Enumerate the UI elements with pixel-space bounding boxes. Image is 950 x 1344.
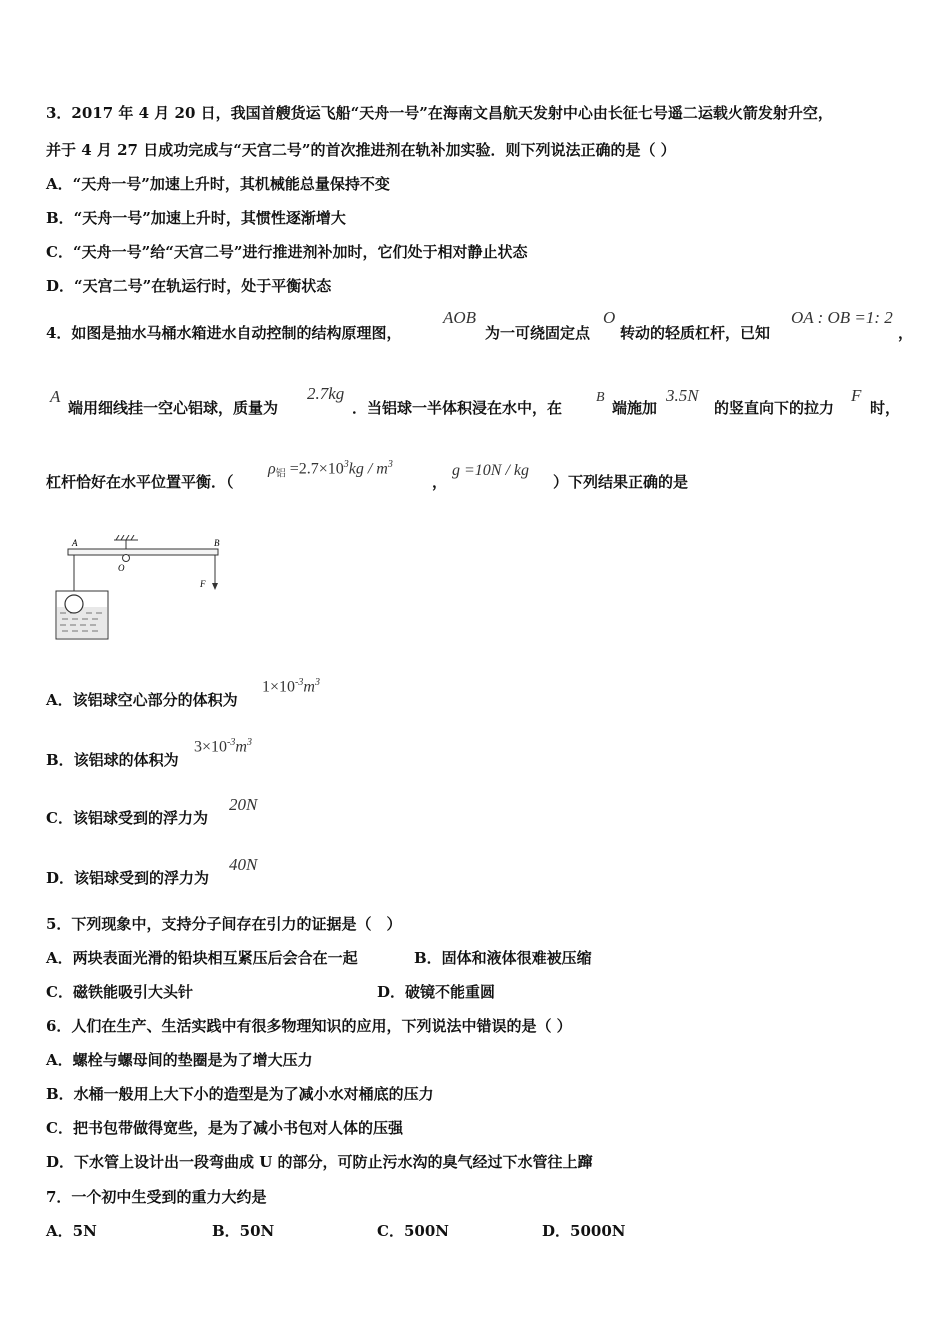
q4-text-9: 时，	[870, 399, 901, 417]
q3-option-d: D．“天宫二号”在轨运行时，处于平衡状态	[46, 277, 332, 295]
q5-option-c: C．磁铁能吸引大头针	[46, 983, 193, 1001]
q4-option-d-math: 40N	[229, 855, 258, 874]
q6-option-b: B．水桶一般用上大下小的造型是为了减小水对桶底的压力	[46, 1085, 434, 1103]
q7-option-b: B．50N	[212, 1222, 275, 1240]
q4-text-8: 的竖直向下的拉力	[714, 399, 835, 417]
water-tank	[56, 591, 108, 639]
q4-text-11: ，	[432, 473, 448, 491]
q3-option-a: A．“天舟一号”加速上升时，其机械能总量保持不变	[46, 175, 390, 193]
q6-option-c: C．把书包带做得宽些，是为了减小书包对人体的压强	[46, 1119, 403, 1137]
q4-text-6: ．当铝球一半体积浸在水中，在	[352, 399, 563, 417]
q4-math-f: F	[851, 386, 862, 405]
q4-text-12: ）下列结果正确的是	[553, 473, 689, 491]
q6-option-a: A．螺栓与螺母间的垫圈是为了增大压力	[46, 1051, 313, 1069]
q4-option-b: B．该铝球的体积为	[46, 751, 179, 769]
q4-math-a: A	[50, 387, 61, 406]
label-o: O	[118, 563, 125, 573]
label-b: B	[214, 538, 220, 548]
q4-option-a-math: $1\times 10^{-3}m^3$	[262, 677, 320, 696]
q5-option-d: D．破镜不能重圆	[377, 983, 496, 1001]
q4-option-a: A．该铝球空心部分的体积为	[46, 691, 238, 709]
q4-math-force: 3.5N	[666, 386, 699, 405]
q4-option-c-math: 20N	[229, 795, 258, 814]
q6-option-d: D．下水管上设计出一段弯曲成 U 的部分，可防止污水沟的臭气经过下水管往上蹿	[46, 1153, 593, 1171]
q4-math-o: O	[603, 308, 616, 327]
q4-text-1: 4．如图是抽水马桶水箱进水自动控制的结构原理图，	[46, 324, 402, 342]
lever-diagram	[46, 535, 236, 645]
q4-text-3: 转动的轻质杠杆，已知	[620, 324, 771, 342]
q3-stem-line2: 并于 4 月 27 日成功完成与“天宫二号”的首次推进剂在轨补加实验．则下列说法正确的是（ ）	[46, 141, 676, 159]
q7-option-a: A．5N	[46, 1222, 97, 1240]
q3-option-c: C．“天舟一号”给“天宫二号”进行推进剂补加时，它们处于相对静止状态	[46, 243, 528, 261]
q5-stem: 5．下列现象中，支持分子间存在引力的证据是（ ）	[46, 915, 402, 933]
q4-math-ratio: OA : OB =1: 2	[791, 308, 893, 327]
pivot	[123, 555, 130, 562]
q4-math-g: g =10N / kg	[452, 462, 530, 479]
q4-option-c: C．该铝球受到的浮力为	[46, 809, 208, 827]
lever-bar	[68, 549, 218, 555]
q4-text-7: 端施加	[612, 399, 658, 417]
q7-option-d: D．5000N	[542, 1222, 626, 1240]
q5-option-b: B．固体和液体很难被压缩	[414, 949, 592, 967]
q4-option-b-math: $3\times 10^{-3}m^3$	[194, 737, 252, 756]
q6-stem: 6．人们在生产、生活实践中有很多物理知识的应用，下列说法中错误的是（ ）	[46, 1017, 572, 1035]
q5-option-a: A．两块表面光滑的铅块相互紧压后会合在一起	[46, 949, 358, 967]
q4-text-5: 端用细线挂一空心铝球，质量为	[68, 399, 279, 417]
q7-stem: 7．一个初中生受到的重力大约是	[46, 1188, 267, 1206]
q4-option-d: D．该铝球受到的浮力为	[46, 869, 210, 887]
q7-option-c: C．500N	[377, 1222, 449, 1240]
aluminum-ball	[65, 595, 83, 613]
q4-text-4: ，	[898, 324, 914, 342]
label-a: A	[72, 538, 78, 548]
q4-text-10: 杠杆恰好在水平位置平衡．（	[46, 473, 234, 491]
force-arrow-head	[212, 583, 218, 590]
q4-math-mass: 2.7kg	[307, 384, 345, 403]
q4-math-density: $\rho_铝 =2.7\times 10^3kg / m^3$	[268, 459, 393, 480]
q4-math-aob: AOB	[443, 308, 477, 327]
label-f: F	[200, 579, 206, 589]
q4-math-b: B	[596, 390, 605, 405]
q3-option-b: B．“天舟一号”加速上升时，其惯性逐渐增大	[46, 209, 346, 227]
q4-text-2: 为一可绕固定点	[485, 324, 591, 342]
q3-stem-line1: 3．2017 年 4 月 20 日，我国首艘货运飞船“天舟一号”在海南文昌航天发射中心由长征七号遥二运载火箭发射升空，	[46, 104, 833, 122]
